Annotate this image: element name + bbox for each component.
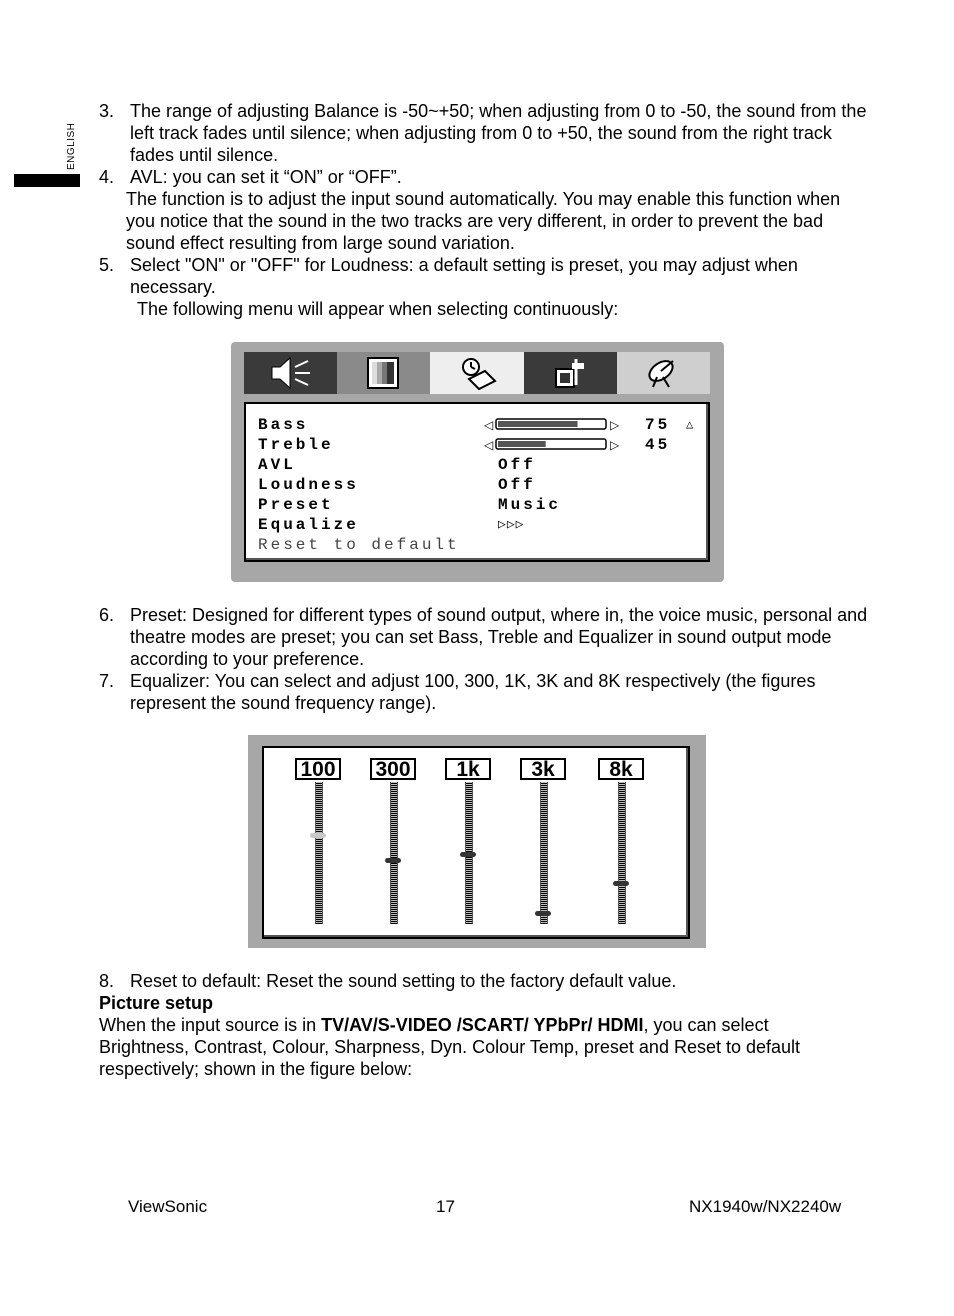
menu-label: Treble <box>258 436 334 454</box>
tab-channel[interactable] <box>617 352 710 394</box>
eq-slider-knob[interactable] <box>460 852 476 857</box>
tab-timer[interactable] <box>430 352 523 394</box>
slider-right-arrow: ▷ <box>610 418 623 431</box>
eq-band-1k[interactable] <box>445 758 493 928</box>
eq-band-100[interactable] <box>295 758 343 928</box>
menu-row-equalize[interactable] <box>258 514 698 534</box>
page-number: 17 <box>436 1197 455 1216</box>
avl-value: Off <box>498 456 536 474</box>
audio-osd-menu <box>231 342 724 582</box>
speaker-icon <box>268 355 314 391</box>
item-number: 5. <box>99 255 115 275</box>
slider-right-arrow: ▷ <box>610 438 623 451</box>
eq-band-label: 8k <box>598 758 644 780</box>
tab-audio[interactable] <box>244 352 337 394</box>
eq-band-label: 300 <box>370 758 416 780</box>
footer-model: NX1940w/NX2240w <box>689 1197 842 1216</box>
eq-band-label: 1k <box>445 758 491 780</box>
tab-picture[interactable] <box>337 352 430 394</box>
loudness-value: Off <box>498 476 536 494</box>
picture-setup-intro <box>99 1014 859 1080</box>
bass-slider[interactable] <box>484 417 624 431</box>
slider-fill <box>498 441 546 447</box>
item-5-detail: The following menu will appear when selecting continuously: <box>137 299 619 319</box>
eq-slider-knob[interactable] <box>535 911 551 916</box>
item-number: 8. <box>99 971 115 991</box>
section-heading: Picture setup <box>99 993 214 1013</box>
bass-value: 75 <box>645 416 671 434</box>
item-text: Select "ON" or "OFF" for Loudness: a default setting is preset, you may adjust when necessary. <box>130 255 798 297</box>
eq-slider-track[interactable] <box>315 782 323 924</box>
menu-row-preset[interactable] <box>258 494 698 514</box>
item-4-detail: The function is to adjust the input sound automatically. You may enable this function when you notice that the sound in the two tracks are very different, in order to prevent the bad sound effect resulting from large sound variation. <box>126 189 841 253</box>
menu-row-bass[interactable] <box>258 414 698 434</box>
input-sources: TV/AV/S-VIDEO /SCART/ YPbPr/ HDMI <box>321 1015 644 1035</box>
equalizer-osd <box>248 735 706 948</box>
item-number: 3. <box>99 101 115 121</box>
item-text: AVL: you can set it “ON” or “OFF”. <box>130 167 402 187</box>
footer-brand: ViewSonic <box>128 1197 208 1216</box>
equalize-submenu-arrows: ▷▷▷ <box>498 517 525 532</box>
tab-setup[interactable] <box>524 352 617 394</box>
language-tab-label: ENGLISH <box>66 122 77 170</box>
clock-icon <box>455 355 499 391</box>
menu-label: Reset to default <box>258 536 460 554</box>
menu-label: Loudness <box>258 476 359 494</box>
treble-slider[interactable] <box>484 437 624 451</box>
eq-slider-track[interactable] <box>540 782 548 924</box>
eq-band-label: 100 <box>295 758 341 780</box>
item-text: Equalizer: You can select and adjust 100, 300, 1K, 3K and 8K respectively (the figures represent the sound frequency range). <box>130 671 816 713</box>
menu-row-loudness[interactable] <box>258 474 698 494</box>
eq-slider-track[interactable] <box>618 782 626 924</box>
menu-row-avl[interactable] <box>258 454 698 474</box>
satellite-icon <box>643 355 683 391</box>
setup-icon <box>550 355 590 391</box>
intro-text: When the input source is in <box>99 1015 322 1035</box>
item-text: The range of adjusting Balance is -50~+50; when adjusting from 0 to -50, the sound from the left track fades until silence; when adjusting from 0 to +50, the sound from the right track fades until silence. <box>130 101 867 165</box>
language-tab-bar <box>14 174 80 187</box>
slider-fill <box>498 421 578 427</box>
osd-tab-bar <box>244 352 710 394</box>
eq-slider-knob[interactable] <box>385 858 401 863</box>
eq-band-label: 3k <box>520 758 566 780</box>
eq-band-300[interactable] <box>370 758 418 928</box>
item-text: Preset: Designed for different types of sound output, where in, the voice music, personal and theatre modes are preset; you can set Bass, Treble and Equalizer in sound output mode according to your preference. <box>130 605 868 669</box>
eq-slider-knob[interactable] <box>310 833 326 838</box>
treble-value: 45 <box>645 436 671 454</box>
item-text: Reset to default: Reset the sound setting to the factory default value. <box>130 971 677 991</box>
osd-audio-panel <box>244 402 710 562</box>
item-number: 7. <box>99 671 115 691</box>
menu-row-reset[interactable] <box>258 534 698 554</box>
menu-label: AVL <box>258 456 296 474</box>
eq-slider-knob[interactable] <box>613 881 629 886</box>
eq-band-3k[interactable] <box>520 758 568 928</box>
picture-icon <box>364 355 404 391</box>
menu-label: Bass <box>258 416 309 434</box>
eq-band-8k[interactable] <box>598 758 646 928</box>
intro-text: , you can select Brightness, Contrast, Colour, Sharpness, Dyn. Colour Temp, preset and Reset to default respectively; shown in the figure below: <box>99 1015 801 1079</box>
menu-label: Preset <box>258 496 334 514</box>
preset-value: Music <box>498 496 562 514</box>
menu-label: Equalize <box>258 516 359 534</box>
menu-row-treble[interactable] <box>258 434 698 454</box>
item-number: 4. <box>99 167 115 187</box>
scroll-up-icon[interactable]: △ <box>686 418 694 432</box>
item-number: 6. <box>99 605 115 625</box>
slider-left-arrow: ◁ <box>484 418 497 431</box>
eq-slider-track[interactable] <box>390 782 398 924</box>
equalizer-panel <box>262 746 690 939</box>
slider-left-arrow: ◁ <box>484 438 497 451</box>
